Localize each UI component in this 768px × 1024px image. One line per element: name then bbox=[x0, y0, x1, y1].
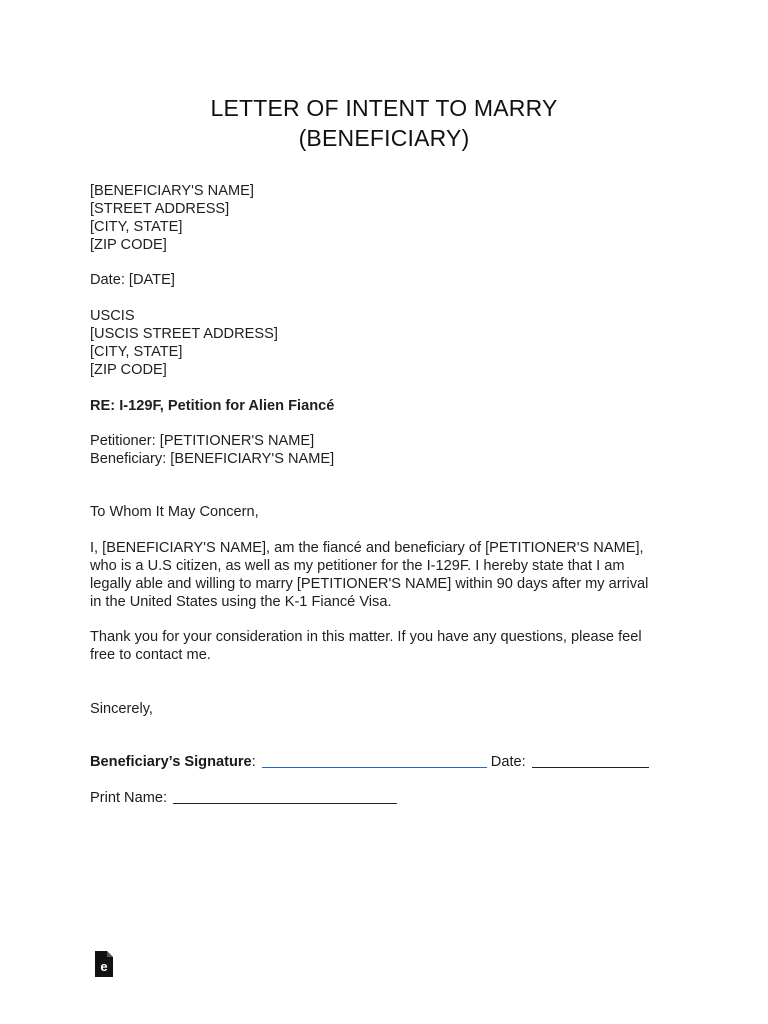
recipient-city-state: [CITY, STATE] bbox=[90, 344, 183, 360]
beneficiary-line: Beneficiary: [BENEFICIARY'S NAME] bbox=[90, 451, 335, 467]
date-text: Date: [DATE] bbox=[90, 272, 175, 288]
document-title: LETTER OF INTENT TO MARRY bbox=[210, 95, 558, 121]
sender-street: [STREET ADDRESS] bbox=[90, 201, 230, 217]
sender-name: [BENEFICIARY'S NAME] bbox=[90, 183, 254, 199]
subject-line bbox=[90, 397, 690, 415]
date-field[interactable] bbox=[532, 753, 649, 768]
body-paragraph-2 bbox=[90, 628, 690, 664]
paragraph-line: who is a U.S citizen, as well as my petitioner for the I-129F. I hereby state that I am bbox=[90, 558, 625, 574]
signature-colon: : bbox=[251, 754, 256, 770]
signature-label: Beneficiary’s Signature bbox=[90, 754, 252, 770]
salutation-text: To Whom It May Concern, bbox=[90, 504, 259, 520]
recipient-street: [USCIS STREET ADDRESS] bbox=[90, 326, 278, 342]
closing-text: Sincerely, bbox=[90, 701, 153, 717]
sender-city-state: [CITY, STATE] bbox=[90, 219, 183, 235]
date-label: Date: bbox=[490, 754, 526, 770]
paragraph-line: legally able and willing to marry [PETITIONER'S NAME] within 90 days after my arrival bbox=[90, 576, 649, 592]
closing bbox=[90, 700, 690, 718]
date-line bbox=[90, 271, 690, 289]
print-name-row bbox=[90, 789, 397, 807]
print-name-label: Print Name: bbox=[90, 790, 168, 806]
paragraph-line: in the United States using the K-1 Fiancé Visa. bbox=[90, 594, 392, 610]
parties-block bbox=[90, 432, 690, 468]
sender-zip: [ZIP CODE] bbox=[90, 237, 167, 253]
signature-field[interactable] bbox=[262, 753, 487, 768]
eforms-logo-icon bbox=[93, 950, 115, 978]
recipient-org: USCIS bbox=[90, 308, 135, 324]
signature-row bbox=[90, 753, 649, 771]
paragraph-line: Thank you for your consideration in this matter. If you have any questions, please feel bbox=[90, 629, 642, 645]
print-name-field[interactable] bbox=[173, 789, 397, 804]
body-paragraph-1 bbox=[90, 539, 690, 611]
re-text: RE: I-129F, Petition for Alien Fiancé bbox=[90, 398, 335, 414]
paragraph-line: free to contact me. bbox=[90, 647, 211, 663]
svg-text:e: e bbox=[100, 959, 108, 974]
recipient-zip: [ZIP CODE] bbox=[90, 362, 167, 378]
sender-address bbox=[90, 182, 690, 254]
recipient-address bbox=[90, 307, 690, 379]
salutation bbox=[90, 503, 690, 521]
paragraph-line: I, [BENEFICIARY'S NAME], am the fiancé and beneficiary of [PETITIONER'S NAME], bbox=[90, 540, 644, 556]
petitioner-line: Petitioner: [PETITIONER'S NAME] bbox=[90, 433, 315, 449]
document-subtitle: (BENEFICIARY) bbox=[298, 125, 470, 151]
